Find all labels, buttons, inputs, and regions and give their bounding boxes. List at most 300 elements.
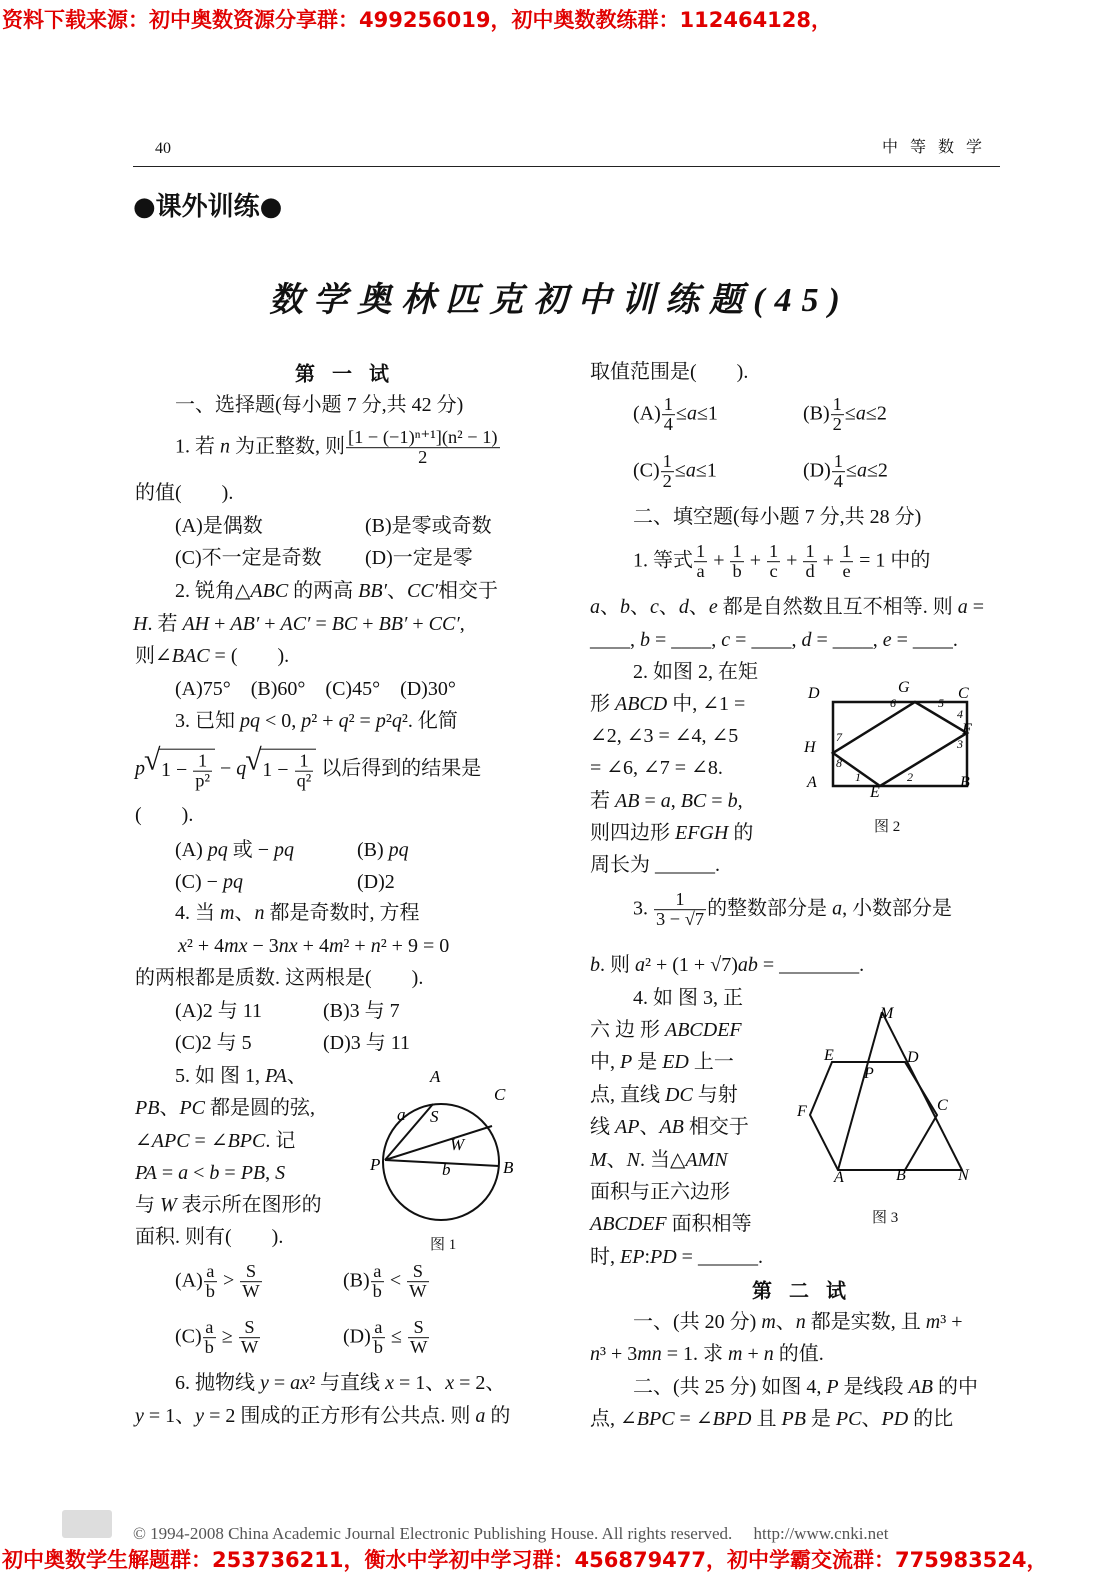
numerator: 1 <box>805 541 815 562</box>
text-run: = <box>706 790 728 812</box>
text-run: 、 <box>658 596 679 618</box>
math-variable: AMN <box>685 1149 728 1171</box>
math-variable: EP <box>620 1246 645 1268</box>
text-run: ² + <box>311 710 339 732</box>
text-run: (C)不一定是奇数 <box>175 547 322 569</box>
text-run: ≤1 <box>696 402 718 425</box>
text-run: (A)75° (B)60° (C)45° (D)30° <box>175 678 456 700</box>
text-run: 1. 若 <box>175 435 220 458</box>
text-run: = 2 围成的正方形有公共点. 则 <box>204 1405 476 1427</box>
text-run: < 0, <box>260 710 302 732</box>
math-variable: m <box>220 902 235 924</box>
svg-text:A: A <box>430 1067 441 1086</box>
math-variable: AB <box>615 790 640 812</box>
text-run: 都是自然数且互不相等. 则 <box>717 596 958 618</box>
math-variable: PA <box>265 1065 287 1087</box>
text-run: ≤2 <box>866 459 888 482</box>
svg-text:D: D <box>907 1049 919 1066</box>
text-run: 是 <box>805 1408 836 1430</box>
text-run: ³ + <box>940 1311 963 1333</box>
numerator: 1 <box>732 541 742 562</box>
text-run: < <box>384 1269 407 1292</box>
text-run: ² + <box>343 935 371 957</box>
top-banner: 资料下载来源：初中奥数资源分享群：499256019，初中奥数教练群：112464128， <box>2 8 833 32</box>
math-variable: p <box>301 710 312 732</box>
math-variable: b <box>590 954 600 976</box>
text-run: 时, <box>590 1246 620 1268</box>
svg-text:P: P <box>864 1065 874 1082</box>
text-run: 、 <box>386 580 407 602</box>
denominator: b <box>372 1281 382 1302</box>
math-variable: mx <box>224 935 248 957</box>
text-run: > <box>217 1269 240 1292</box>
numerator: 1 <box>696 541 706 562</box>
page-title: 数学奥林匹克初中训练题(45) <box>269 282 850 319</box>
text-run: ² + (1 + √7) <box>645 954 738 976</box>
text-run: + 4 <box>297 935 329 957</box>
text-run: 、 <box>234 902 255 924</box>
text-run: 中, <box>590 1051 620 1073</box>
text-run: . 记 <box>265 1130 296 1152</box>
text-run: 是 <box>632 1051 663 1073</box>
text-run: = ∠ <box>674 1408 713 1430</box>
math-variable: nx <box>278 935 298 957</box>
text-run: 4. 当 <box>175 902 220 924</box>
denominator: 3 − √7 <box>656 909 705 930</box>
column-label: ●课外训练● <box>133 192 283 222</box>
text-run: 、 <box>861 1408 882 1430</box>
denominator: c <box>769 561 778 582</box>
text-run: . 当△ <box>640 1149 686 1171</box>
text-run: ² 与直线 <box>309 1372 386 1394</box>
bottom-banner: 初中奥数学生解题群：253736211，衡水中学初中学习群：456879477，初中学霸交流群：775983524， <box>2 1548 1048 1572</box>
text-run: 二、填空题(每小题 7 分,共 28 分) <box>633 506 922 528</box>
math-variable: BPC <box>227 1130 266 1152</box>
text-run: + <box>407 613 429 635</box>
text-run: 、 <box>606 1149 627 1171</box>
math-variable: n <box>590 1343 600 1365</box>
math-variable: n <box>370 935 381 957</box>
math-variable: PB <box>135 1097 160 1119</box>
denominator: d <box>805 561 815 582</box>
figure-1-caption: 图 1 <box>430 1237 457 1253</box>
math-variable: ab <box>737 954 758 976</box>
denominator: W <box>409 1281 427 1302</box>
text-run: (D)3 与 11 <box>323 1032 411 1054</box>
svg-text:4: 4 <box>957 707 963 721</box>
math-variable: ABCDEF <box>590 1213 667 1235</box>
math-variable: ax <box>290 1372 310 1394</box>
numerator: S <box>408 1318 429 1338</box>
text-run: (C)2 与 5 <box>175 1032 252 1054</box>
math-variable: q <box>236 757 247 780</box>
math-variable: b <box>209 1162 220 1184</box>
text-run: + <box>781 549 803 572</box>
text-run: 都是实数, 且 <box>805 1311 926 1333</box>
text-run: ≤ <box>845 459 857 482</box>
math-variable: PC <box>179 1097 205 1119</box>
math-variable: c <box>650 596 659 618</box>
math-variable: x <box>178 935 187 957</box>
text-run: 的中 <box>932 1376 978 1398</box>
math-variable: P <box>826 1376 839 1398</box>
text-run: 、 <box>630 596 650 618</box>
denominator: 4 <box>663 414 673 435</box>
text-run: (D)一定是零 <box>365 547 473 569</box>
math-variable: m <box>328 935 344 957</box>
math-variable: x <box>445 1372 455 1394</box>
denominator: W <box>409 1337 428 1358</box>
svg-text:F: F <box>797 1103 807 1120</box>
svg-text:1: 1 <box>855 770 861 784</box>
math-variable: a <box>475 1405 486 1427</box>
denominator: b <box>373 1337 383 1358</box>
journal-name: 中 等 数 学 <box>882 139 987 156</box>
numerator: 1 <box>833 451 843 472</box>
math-variable: p <box>375 710 386 732</box>
denominator: q² <box>296 771 312 791</box>
text-run: (B)是零或奇数 <box>365 515 492 537</box>
text-run: ∠ <box>135 1130 152 1152</box>
text-run: 都是圆的弦, <box>205 1097 315 1119</box>
math-variable: CC′ <box>428 613 460 635</box>
text-run: 的两高 <box>288 580 359 602</box>
text-run: = ____, <box>811 629 883 651</box>
math-variable: a <box>635 954 645 976</box>
numerator: 1 <box>663 394 673 415</box>
text-run: 一、(共 20 分) <box>633 1311 762 1333</box>
text-run: = <box>156 1162 179 1184</box>
denominator: b <box>732 561 742 582</box>
text-run: 六 边 形 <box>590 1019 665 1041</box>
text-run: (B) <box>343 1269 370 1292</box>
numerator: [1 − (−1)ⁿ⁺¹](n² − 1) <box>348 427 498 448</box>
text-run: + <box>708 549 730 572</box>
text-run: 与射 <box>692 1084 738 1106</box>
math-variable: pq <box>240 710 260 732</box>
denominator: b <box>204 1337 214 1358</box>
text-run: = ________. <box>757 954 865 976</box>
svg-text:5: 5 <box>938 696 944 710</box>
text-run: + <box>744 549 766 572</box>
page-number: 40 <box>155 140 171 157</box>
text-run: 1 − <box>262 759 294 782</box>
figure-3-hexagon <box>810 1012 962 1170</box>
text-run: ≤2 <box>865 402 887 425</box>
text-run: 2. 锐角△ <box>175 580 251 602</box>
text-run: 、 <box>775 1311 796 1333</box>
math-variable: b <box>640 629 650 651</box>
text-run: 为正整数, 则 <box>230 435 345 458</box>
svg-text:N: N <box>958 1167 969 1184</box>
text-run: = ____, <box>650 629 722 651</box>
math-variable: pq <box>222 871 243 893</box>
svg-text:C: C <box>494 1085 506 1104</box>
math-variable: d <box>801 629 812 651</box>
text-run: + <box>817 549 839 572</box>
text-run: (B)3 与 7 <box>323 1000 400 1022</box>
text-run: 相交于 <box>683 1116 749 1138</box>
figure-2-caption: 图 2 <box>874 819 901 835</box>
svg-text:W: W <box>450 1135 465 1154</box>
text-run: 2. 如图 2, 在矩 <box>633 661 758 683</box>
math-variable: n <box>795 1311 806 1333</box>
text-run: (B) <box>803 402 830 425</box>
text-run: : <box>644 1246 650 1268</box>
text-run: ² = <box>348 710 376 732</box>
text-run: 表示所在图形的 <box>176 1194 322 1216</box>
svg-text:a: a <box>397 1105 406 1124</box>
math-variable: ED <box>662 1051 689 1073</box>
math-variable: a <box>957 596 968 618</box>
figure-3-caption: 图 3 <box>872 1210 899 1226</box>
math-variable: EFGH <box>675 822 729 844</box>
text-run: , <box>459 613 465 635</box>
denominator: b <box>205 1281 215 1302</box>
text-run: (C) <box>633 459 660 482</box>
text-run: ³ + 3 <box>600 1343 638 1365</box>
text-run: 面积与正六边形 <box>590 1181 730 1203</box>
text-run: 、 <box>600 596 620 618</box>
text-run: 点, 直线 <box>590 1084 665 1106</box>
math-variable: m <box>761 1311 776 1333</box>
math-variable: BC <box>331 613 358 635</box>
svg-text:C: C <box>958 685 969 702</box>
text-run: 的值( ). <box>135 482 234 504</box>
denominator: 2 <box>418 447 428 468</box>
text-run: 面积. 则有( ). <box>135 1226 284 1248</box>
math-variable: n <box>763 1343 774 1365</box>
text-run: + <box>209 613 231 635</box>
math-variable: a <box>685 459 696 482</box>
text-run: , 小数部分是 <box>842 897 953 920</box>
text-run: ≥ <box>216 1325 238 1348</box>
text-run: ≤ <box>674 459 686 482</box>
svg-text:S: S <box>430 1107 439 1126</box>
numerator: 1 <box>295 752 314 772</box>
math-variable: d <box>678 596 689 618</box>
text-run: = 1、 <box>143 1405 196 1427</box>
math-variable: N <box>626 1149 641 1171</box>
svg-text:D: D <box>808 685 820 702</box>
math-variable: P <box>620 1051 633 1073</box>
numerator: 1 <box>193 752 212 772</box>
text-run: 且 <box>751 1408 782 1430</box>
text-run: (A)2 与 11 <box>175 1000 263 1022</box>
svg-text:b: b <box>442 1160 451 1179</box>
text-run: = 1、 <box>393 1372 446 1394</box>
math-variable: a <box>686 402 697 425</box>
text-run: 的 <box>728 822 754 844</box>
text-run: = <box>639 790 661 812</box>
denominator: p² <box>195 771 210 791</box>
math-variable: BAC <box>171 645 210 667</box>
math-variable: y <box>195 1405 205 1427</box>
math-variable: a <box>856 459 867 482</box>
text-run: 3. 已知 <box>175 710 240 732</box>
text-run: 一、选择题(每小题 7 分,共 42 分) <box>175 394 464 416</box>
text-run: 形 <box>590 693 615 715</box>
svg-text:2: 2 <box>907 770 913 784</box>
math-variable: AB <box>908 1376 933 1398</box>
text-run: , <box>737 790 743 812</box>
text-run: (A) <box>175 839 208 861</box>
text-run: = <box>967 596 985 618</box>
math-variable: a <box>590 596 600 618</box>
svg-text:A: A <box>807 774 817 791</box>
math-variable: PB <box>240 1162 266 1184</box>
text-run: 都是奇数时, 方程 <box>264 902 420 924</box>
numerator: 1 <box>768 541 779 562</box>
math-variable: m <box>925 1311 941 1333</box>
text-run: (D)2 <box>357 871 395 893</box>
math-variable: pq <box>207 839 228 861</box>
text-run: ≤ <box>675 402 687 425</box>
svg-text:8: 8 <box>836 756 842 770</box>
text-run: 中, ∠1 = <box>667 693 746 715</box>
math-variable: DC <box>665 1084 693 1106</box>
text-run: 或 − <box>227 839 275 861</box>
text-run: 的比 <box>908 1408 954 1430</box>
math-variable: n <box>254 902 265 924</box>
text-run: (A) <box>633 402 661 425</box>
text-run: ² + 9 = 0 <box>380 935 450 957</box>
svg-text:B: B <box>960 774 970 791</box>
section-first-test: 第 一 试 <box>295 363 395 386</box>
math-variable: AP <box>615 1116 640 1138</box>
denominator: W <box>242 1281 260 1302</box>
text-run: 以后得到的结果是 <box>316 757 482 780</box>
text-run: = 2、 <box>454 1372 506 1394</box>
text-run: 、 <box>159 1097 180 1119</box>
math-variable: PD <box>650 1246 677 1268</box>
math-variable: a <box>660 790 671 812</box>
math-variable: q <box>338 710 349 732</box>
numerator: 1 <box>832 394 842 415</box>
text-run: = 1 中的 <box>854 549 931 572</box>
math-variable: c <box>721 629 731 651</box>
text-run: 点, ∠ <box>590 1408 637 1430</box>
math-variable: pq <box>388 839 409 861</box>
math-variable: CC′ <box>406 580 439 602</box>
text-run: 、 <box>286 1065 307 1087</box>
text-run: < <box>188 1162 210 1184</box>
text-run: 3. <box>633 897 653 920</box>
math-variable: PD <box>881 1408 909 1430</box>
text-run: 的值. <box>773 1343 824 1365</box>
denominator: 2 <box>662 471 672 492</box>
math-variable: y <box>260 1372 269 1394</box>
math-variable: M <box>590 1149 607 1171</box>
text-run: = 1. 求 <box>661 1343 729 1365</box>
math-variable: BB′ <box>358 580 387 602</box>
text-run: 、 <box>639 1116 660 1138</box>
math-variable: H <box>133 613 148 635</box>
text-run: ____, <box>590 629 640 651</box>
numerator: S <box>240 1262 261 1282</box>
text-run: (A) <box>175 1269 203 1292</box>
denominator: W <box>240 1337 259 1358</box>
math-variable: BC <box>680 790 707 812</box>
math-variable: b <box>620 596 630 618</box>
text-run: 的两根都是质数. 这两根是( ). <box>135 967 424 989</box>
numerator: a <box>372 1318 385 1338</box>
numerator: 1 <box>841 541 852 562</box>
text-run: = <box>310 613 332 635</box>
denominator: 2 <box>832 414 842 435</box>
text-run: (B) <box>357 839 389 861</box>
numerator: S <box>239 1318 260 1338</box>
figure-2-rectangle <box>833 702 967 786</box>
text-run: = ______. <box>676 1246 763 1268</box>
text-run: 线 <box>590 1116 615 1138</box>
svg-text:6: 6 <box>890 696 896 710</box>
text-run: . 则 <box>600 954 635 976</box>
svg-text:C: C <box>937 1097 948 1114</box>
text-run: 上一 <box>688 1051 734 1073</box>
svg-text:G: G <box>898 679 910 696</box>
text-run: − <box>215 757 237 780</box>
math-variable: b <box>727 790 738 812</box>
text-run: (C) <box>175 1325 202 1348</box>
text-run: (C) − <box>175 871 223 893</box>
svg-text:E: E <box>824 1047 834 1064</box>
math-variable: y <box>135 1405 144 1427</box>
copyright-footer: © 1994-2008 China Academic Journal Electronic Publishing House. All rights reserved. http://www.cnki.net <box>133 1524 889 1543</box>
text-run: ² + 4 <box>186 935 225 957</box>
text-run: 则∠ <box>135 645 172 667</box>
text-run: ∠2, ∠3 = ∠4, ∠5 <box>590 725 739 747</box>
text-run: ² <box>385 710 392 732</box>
text-run: 则四边形 <box>590 822 675 844</box>
cnki-logo <box>62 1510 112 1538</box>
denominator: e <box>842 561 851 582</box>
text-run: 与 <box>135 1194 160 1216</box>
math-variable: AC′ <box>280 613 311 635</box>
math-variable: ABC <box>250 580 289 602</box>
text-run: = ( ). <box>209 645 290 667</box>
numerator: 1 <box>654 890 706 910</box>
text-run: 是线段 <box>838 1376 909 1398</box>
text-run: ². 化简 <box>401 710 458 732</box>
math-variable: e <box>882 629 892 651</box>
math-variable: p <box>135 757 145 780</box>
text-run: + <box>742 1343 764 1365</box>
text-run: = <box>268 1372 291 1394</box>
svg-text:3: 3 <box>957 737 963 751</box>
math-variable: BPD <box>712 1408 752 1430</box>
text-run: 5. 如 图 1, <box>175 1065 265 1087</box>
numerator: a <box>203 1318 216 1338</box>
text-run: 相交于 <box>438 580 499 602</box>
math-variable: BPC <box>636 1408 675 1430</box>
text-run: 若 <box>590 790 615 812</box>
text-run: − 3 <box>247 935 279 957</box>
numerator: a <box>371 1262 384 1282</box>
section-second-test: 第 二 试 <box>752 1280 852 1303</box>
text-run: ( ). <box>135 804 194 826</box>
text-run: (A)是偶数 <box>175 515 263 537</box>
text-run: + <box>259 613 281 635</box>
text-run: (D) <box>343 1325 371 1348</box>
svg-text:M: M <box>880 1005 894 1022</box>
text-run: ≤ <box>385 1325 407 1348</box>
math-variable: a <box>832 897 843 920</box>
numerator: S <box>407 1262 428 1282</box>
text-run: , <box>265 1162 276 1184</box>
text-run: = <box>219 1162 241 1184</box>
math-variable: ABCDEF <box>665 1019 742 1041</box>
